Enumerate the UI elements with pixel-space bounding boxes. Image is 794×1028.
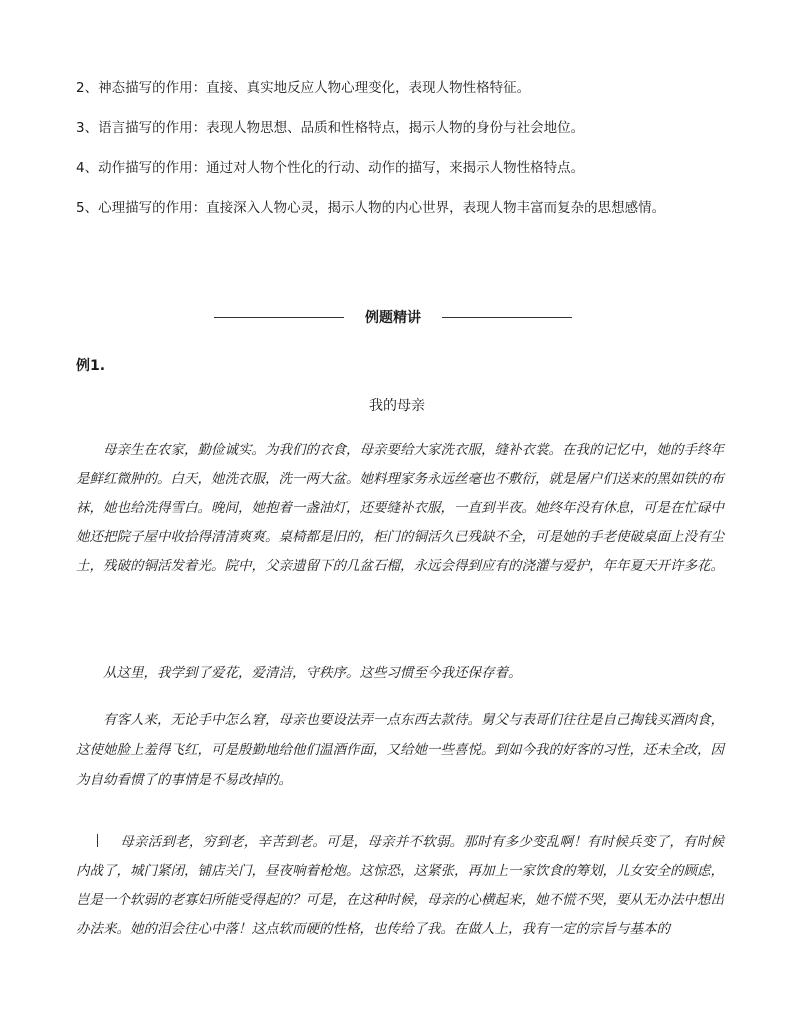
essay-paragraph-1: 母亲生在农家，勤俭诚实。为我们的衣食，母亲要给大家洗衣服，缝补衣裳。在我的记忆中，她的手终年是鲜红微肿的。白天，她洗衣服，洗一两大盆。她料理家务永远丝毫也不敷衍，就是屠户们送来的黑如铁的布袜，她也给洗得雪白。晚间，她抱着一盏油灯，还要缝补衣服，一直到半夜。她终年没有休息，可是在忙碌中她还把院子屋中收拾得清清爽爽。桌椅都是旧的，柜门的铜活久已残缺不全，可是她的手老使破桌面上没有尘土，残破的铜活发着光。院中，父亲遗留下的几盆石榴，永远会得到应有的浇灌与爱护，年年夏天开许多花。: [76, 442, 724, 574]
divider-line-left: [214, 317, 344, 318]
section-title: 例题精讲: [365, 310, 421, 326]
point-spirit-description: 2、神态描写的作用：直接、真实地反应人物心理变化，表现人物性格特征。: [76, 80, 531, 96]
example-label: 例1.: [76, 358, 106, 374]
section-divider: [0, 306, 794, 330]
essay-paragraph-4: [76, 828, 724, 944]
essay-paragraph-2: 从这里，我学到了爱花，爱清洁，守秩序。这些习惯至今我还保存着。: [103, 665, 522, 681]
essay-paragraph-4-text: 母亲活到老，穷到老，辛苦到老。可是，母亲并不软弱。那时有多少变乱啊！有时候兵变了，有时候内战了，城门紧闭，铺店关门，昼夜响着枪炮。这惊恐，这紧张，再加上一家饮食的筹划，儿女安全的顾虑，岂是一个软弱的老寡妇所能受得起的？可是，在这种时候，母亲的心横起来，她不慌不哭，要从无办法中想出办法来。她的泪会往心中落！这点软而硬的性格，也传给了我。在做人上，我有一定的宗旨与基本的: [76, 834, 724, 937]
point-language-description: 3、语言描写的作用：表现人物思想、品质和性格特点，揭示人物的身份与社会地位。: [76, 120, 585, 136]
essay-title: 我的母亲: [369, 398, 425, 414]
point-psychology-description: 5、心理描写的作用：直接深入人物心灵，揭示人物的内心世界，表现人物丰富而复杂的思想感情。: [76, 200, 666, 216]
essay-paragraph-3: 有客人来，无论手中怎么窘，母亲也要设法弄一点东西去款待。舅父与表哥们往往是自己掏钱买酒肉食，这使她脸上羞得飞红，可是殷勤地给他们温酒作面，又给她一些喜悦。到如今我的好客的习性，还未全改，因为自幼看惯了的事情是不易改掉的。: [76, 712, 724, 788]
divider-line-right: [442, 317, 572, 318]
point-action-description: 4、动作描写的作用：通过对人物个性化的行动、动作的描写，来揭示人物性格特点。: [76, 160, 585, 176]
text-cursor-icon: [97, 834, 98, 847]
